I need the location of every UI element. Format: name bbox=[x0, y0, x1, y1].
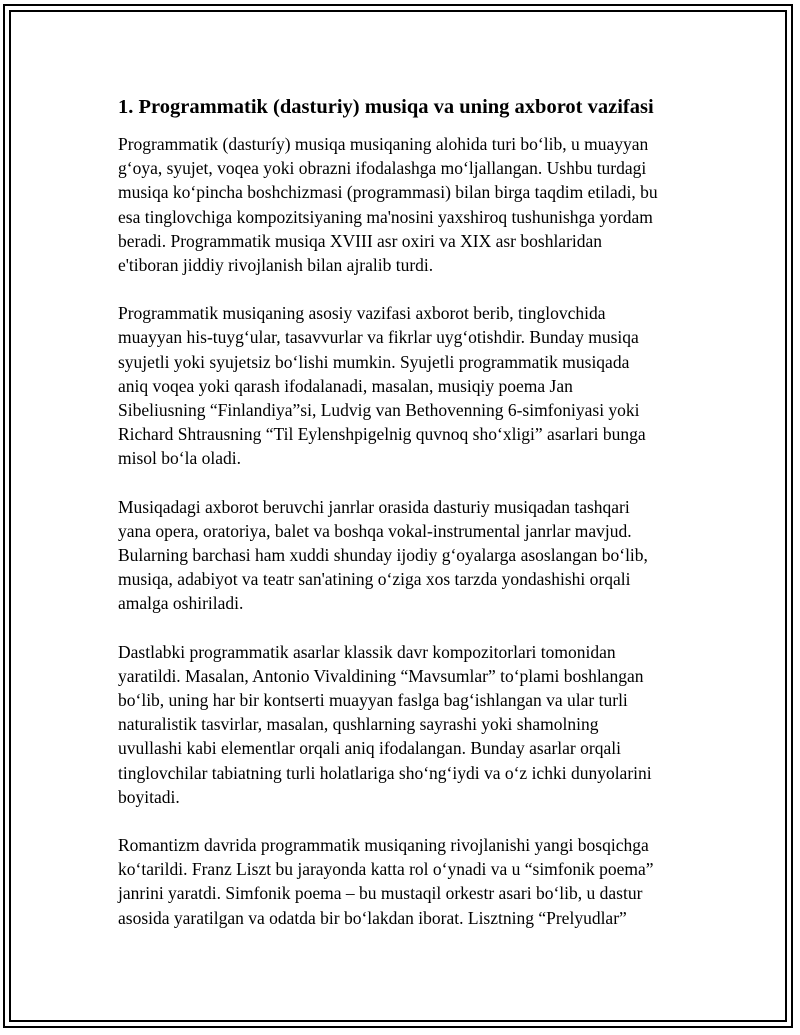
text-line: Programmatik musiqaning asosiy vazifasi axborot berib, tinglovchida bbox=[118, 303, 606, 324]
text-line: Bularning barchasi ham xuddi shunday ijodiy g‘oyalarga asoslangan bo‘lib, bbox=[118, 545, 648, 566]
text-line: yaratildi. Masalan, Antonio Vivaldining “Mavsumlar” to‘plami boshlangan bbox=[118, 665, 644, 686]
text-line: amalga oshiriladi. bbox=[118, 593, 244, 614]
text-line: musiqa, adabiyot va teatr san'atining o‘ziga xos tarzda yondashishi orqali bbox=[118, 569, 631, 590]
text-line: e'tiboran jiddiy rivojlanish bilan ajralib turdi. bbox=[118, 255, 434, 276]
text-line: tinglovchilar tabiatning turli holatlariga sho‘ng‘iydi va o‘z ichki dunyolarini bbox=[118, 762, 652, 783]
text-line: naturalistik tasvirlar, masalan, qushlarning sayrashi yoki shamolning bbox=[118, 714, 599, 735]
text-line: uvullashi kabi elementlar orqali aniq ifodalangan. Bunday asarlar orqali bbox=[118, 738, 621, 759]
text-line: Dastlabki programmatik asarlar klassik davr kompozitorlari tomonidan bbox=[118, 641, 616, 662]
text-line: beradi. Programmatik musiqa XVIII asr oxiri va XIX asr boshlaridan bbox=[118, 230, 603, 251]
text-line: janrini yaratdi. Simfonik poema – bu mustaqil orkestr asari bo‘lib, u dastur bbox=[118, 883, 643, 904]
section-heading: 1. Programmatik (dasturiy) musiqa va uning axborot vazifasi bbox=[118, 96, 654, 118]
text-line: boyitadi. bbox=[118, 786, 180, 807]
paragraph-3 bbox=[118, 495, 698, 616]
paragraph-2 bbox=[118, 301, 698, 470]
paragraph-5 bbox=[118, 833, 698, 930]
paragraph-1 bbox=[118, 132, 698, 277]
text-line: syujetli yoki syujetsiz bo‘lishi mumkin. Syujetli programmatik musiqada bbox=[118, 351, 630, 372]
text-line: Richard Shtrausning “Til Eylenshpigelnig quvnoq sho‘xligi” asarlari bunga bbox=[118, 424, 646, 445]
text-line: aniq voqea yoki qarash ifodalanadi, masalan, musiqiy poema Jan bbox=[118, 375, 573, 396]
text-line: asosida yaratilgan va odatda bir bo‘lakdan iborat. Lisztning “Prelyudlar” bbox=[118, 907, 627, 928]
text-line: bo‘lib, uning har bir kontserti muayyan faslga bag‘ishlangan va ular turli bbox=[118, 690, 628, 711]
text-line: ko‘tarildi. Franz Liszt bu jarayonda katta rol o‘ynadi va u “simfonik poema” bbox=[118, 859, 654, 880]
text-line: g‘oya, syujet, voqea yoki obrazni ifodalashga mo‘ljallangan. Ushbu turdagi bbox=[118, 158, 647, 179]
document-page bbox=[118, 92, 698, 954]
text-line: Sibeliusning “Finlandiya”si, Ludvig van Bethovenning 6-simfoniyasi yoki bbox=[118, 400, 640, 421]
paragraph-4 bbox=[118, 640, 698, 809]
text-line: muayyan his-tuyg‘ular, tasavvurlar va fikrlar uyg‘otishdir. Bunday musiqa bbox=[118, 327, 639, 348]
text-line: Programmatik (dasturíy) musiqa musiqaning alohida turi bo‘lib, u muayyan bbox=[118, 134, 649, 154]
text-line: esa tinglovchiga kompozitsiyaning ma'nosini yaxshiroq tushunishga yordam bbox=[118, 206, 653, 227]
text-line: musiqa ko‘pincha boshchizmasi (programmasi) bilan birga taqdim etiladi, bu bbox=[118, 182, 658, 203]
text-line: misol bo‘la oladi. bbox=[118, 448, 241, 469]
text-line: yana opera, oratoriya, balet va boshqa vokal-instrumental janrlar mavjud. bbox=[118, 520, 632, 541]
text-line: Musiqadagi axborot beruvchi janrlar orasida dasturiy musiqadan tashqari bbox=[118, 496, 630, 517]
text-line: Romantizm davrida programmatik musiqaning rivojlanishi yangi bosqichga bbox=[118, 835, 649, 856]
